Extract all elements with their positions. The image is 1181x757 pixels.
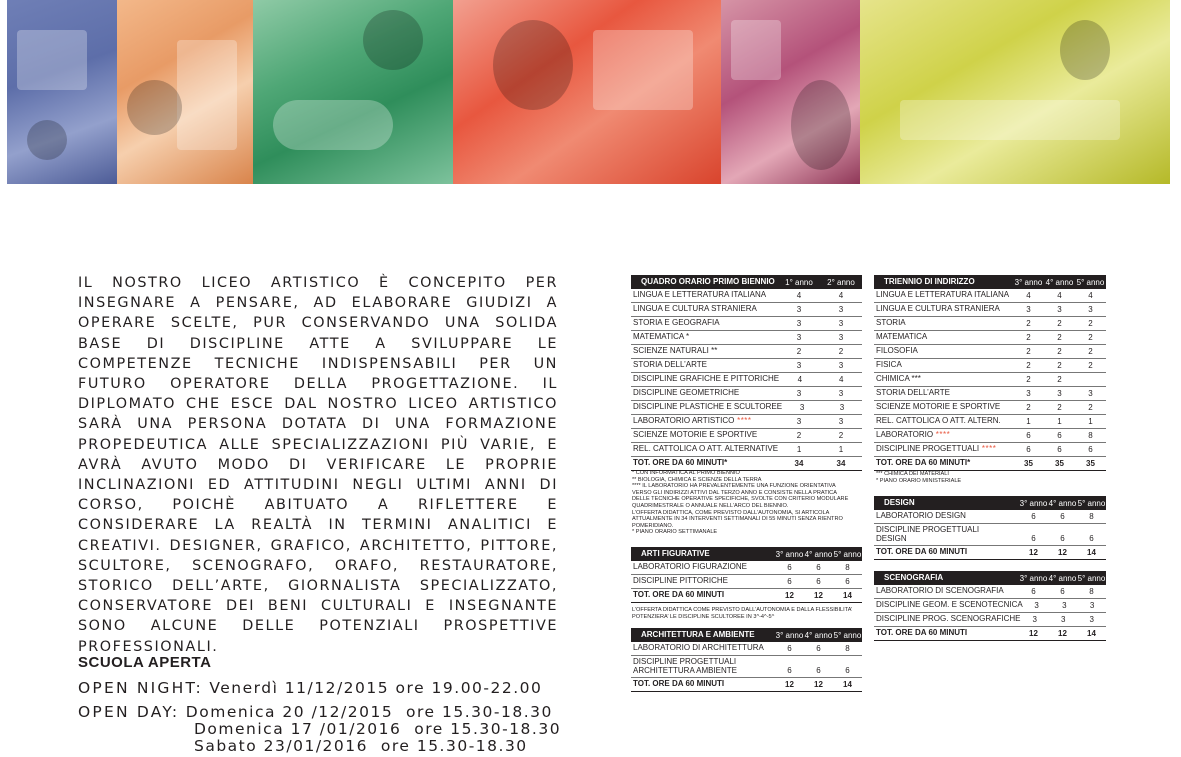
triennio-row-label: LINGUA E CULTURA STRANIERA — [876, 304, 1000, 314]
biennio-row-label: LABORATORIO ARTISTICO **** — [633, 416, 752, 426]
design-cell: 6 — [1031, 512, 1036, 521]
design-total-cell: 14 — [1087, 548, 1096, 557]
scenografia-row — [874, 613, 1106, 627]
triennio-row — [874, 401, 1106, 415]
design-cell: 6 — [1031, 534, 1036, 543]
triennio-cell: 6 — [1026, 431, 1031, 440]
arti_figurative-col-header: 4° anno — [804, 549, 833, 559]
architettura-cell: 6 — [787, 666, 792, 675]
architettura-cell: 6 — [816, 666, 821, 675]
arti_figurative-header — [631, 547, 862, 561]
arti_figurative-total-cell: 14 — [843, 591, 852, 600]
design-total-label: TOT. ORE DA 60 MINUTI — [876, 547, 968, 557]
biennio-cell: 3 — [796, 417, 802, 426]
architettura-cell: 8 — [845, 644, 850, 653]
biennio-row — [631, 443, 862, 457]
architettura-row — [631, 656, 862, 678]
triennio-col-header: 3° anno — [1014, 277, 1043, 287]
triennio-row — [874, 373, 1106, 387]
arti_figurative-col-header: 3° anno — [775, 549, 804, 559]
triennio-total-cell: 35 — [1024, 459, 1033, 468]
arti_figurative-title: ARTI FIGURATIVE — [641, 548, 710, 558]
triennio-col-header: 4° anno — [1045, 277, 1074, 287]
open-day-date-3: Sabato 23/01/2016 ore 15.30-18.30 — [194, 737, 528, 755]
biennio-row-label: SCIENZE NATURALI ** — [633, 346, 718, 356]
triennio-cell: 1 — [1057, 417, 1062, 426]
banner-panel-yellow — [860, 0, 1170, 184]
architettura-col-header: 4° anno — [804, 630, 833, 640]
design-row-label: LABORATORIO DESIGN — [876, 511, 966, 521]
open-day-date-1: Domenica 20 /12/2015 ore 15.30-18.30 — [185, 703, 553, 721]
triennio-cell: 2 — [1026, 333, 1031, 342]
triennio-row-label: DISCIPLINE PROGETTUALI **** — [876, 444, 997, 454]
triennio-cell: 4 — [1057, 291, 1062, 300]
biennio-row — [631, 387, 862, 401]
design-total-cell: 12 — [1058, 548, 1067, 557]
triennio-row — [874, 345, 1106, 359]
architettura-title: ARCHITETTURA E AMBIENTE — [641, 629, 755, 639]
scenografia-cell: 3 — [1061, 615, 1066, 624]
biennio-row-label: REL. CATTOLICA O ATT. ALTERNATIVE — [633, 444, 779, 454]
scenografia-cell: 6 — [1031, 587, 1036, 596]
biennio-row — [631, 331, 862, 345]
scenografia-row-label: DISCIPLINE PROG. SCENOGRAFICHE — [876, 614, 1021, 624]
biennio-row — [631, 429, 862, 443]
biennio-cell: 3 — [796, 305, 802, 314]
intro-paragraph: IL NOSTRO LICEO ARTISTICO È CONCEPITO PER INSEGNARE A PENSARE, AD ELABORARE GIUDIZI A OPERARE SCELTE, PUR CONSERVANDO UNA SOLIDA BASE DI DISCIPLINE ATTE A SVILUPPARE LE COMPETENZE TECNICHE INDISPENSABILI PER UN FUTURO OPERATORE DELLA PROGETTAZIONE. IL DIPLOMATO CHE ESCE DAL NOSTRO LICEO ARTISTICO SARÀ UNA PERSONA DOTATA DI UNA FORMAZIONE PROPEDEUTICA ALLE SPECIALIZZAZIONI PIÙ VARIE, E AVRÀ AVUTO MODO DI VERIFICARE LE PROPRIE INCLINAZIONI ED ATTITUDINI NEGLI ULTIMI ANNI DI CORSO, POICHÈ ABITUATO A RIFLETTERE E CONSIDERARE LA REALTÀ IN TERMINI ANALITICI E CREATIVI. DESIGNER, GRAFICO, ARCHITETTO, PITTORE, SCULTORE, SCENOGRAFO, ORAFO, RESTAURATORE, STORICO DELL’ARTE, GIORNALISTA SPECIALIZZATO, CONSERVATORE DEI BENI CULTURALI E INSEGNANTE SONO ALCUNE DELLE POTENZIALI PROSPETTIVE PROFESSIONALI. — [78, 275, 558, 655]
triennio-row — [874, 359, 1106, 373]
biennio-row — [631, 415, 862, 429]
scenografia-row — [874, 599, 1106, 613]
triennio-cell: 2 — [1088, 361, 1093, 370]
design-col-header: 4° anno — [1048, 498, 1077, 508]
color-dots-icon: **** — [933, 430, 951, 440]
biennio-title: QUADRO ORARIO PRIMO BIENNIO — [641, 276, 775, 286]
scenografia-title: SCENOGRAFIA — [884, 572, 944, 582]
biennio-cell: 3 — [796, 389, 802, 398]
triennio-total-row — [874, 457, 1106, 471]
triennio-cell: 6 — [1057, 445, 1062, 454]
architettura-header — [631, 628, 862, 642]
scenografia-col-header: 5° anno — [1077, 573, 1106, 583]
scenografia-total-cell: 12 — [1029, 629, 1038, 638]
biennio-cell: 4 — [838, 291, 844, 300]
scenografia-col-header: 4° anno — [1048, 573, 1077, 583]
triennio-notes: *** CHIMICA DEI MATERIALI * PIANO ORARIO MINISTERIALE — [876, 471, 962, 484]
biennio-col-header: 1° anno — [785, 277, 813, 287]
architettura-row-label: LABORATORIO DI ARCHITETTURA — [633, 643, 764, 653]
arti_figurative-cell: 8 — [845, 563, 850, 572]
triennio-row — [874, 289, 1106, 303]
design-row-label: DISCIPLINE PROGETTUALI DESIGN — [876, 525, 980, 543]
design-col-header: 5° anno — [1077, 498, 1106, 508]
triennio-cell: 6 — [1088, 445, 1093, 454]
triennio-cell: 3 — [1088, 389, 1093, 398]
arti_figurative-cell: 6 — [845, 577, 850, 586]
biennio-header — [631, 275, 862, 289]
open-day-label: OPEN DAY: — [78, 703, 180, 721]
scenografia-col-header: 3° anno — [1019, 573, 1048, 583]
biennio-row-label: DISCIPLINE GRAFICHE E PITTORICHE — [633, 374, 780, 384]
triennio-cell: 2 — [1057, 333, 1062, 342]
biennio-row — [631, 317, 862, 331]
triennio-cell: 6 — [1057, 431, 1062, 440]
biennio-row-label: DISCIPLINE GEOMETRICHE — [633, 388, 740, 398]
arti_figurative-row — [631, 575, 862, 589]
biennio-cell: 3 — [838, 305, 844, 314]
architettura-cell: 6 — [845, 666, 850, 675]
biennio-row-label: STORIA DELL’ARTE — [633, 360, 707, 370]
biennio-cell: 4 — [797, 375, 803, 384]
triennio-cell: 2 — [1057, 375, 1062, 384]
triennio-row-label: STORIA — [876, 318, 906, 328]
triennio-row-label: REL. CATTOLICA O ATT. ALTERN. — [876, 416, 1001, 426]
triennio-total-cell: 35 — [1086, 459, 1095, 468]
open-night-label: OPEN NIGHT: — [78, 679, 203, 697]
triennio-table — [874, 275, 1106, 471]
biennio-cell: 3 — [838, 319, 844, 328]
design-cell: 6 — [1060, 512, 1065, 521]
arti_figurative-total-cell: 12 — [785, 591, 794, 600]
biennio-cell: 3 — [838, 417, 844, 426]
triennio-cell: 2 — [1057, 347, 1062, 356]
architettura-total-cell: 12 — [785, 680, 794, 689]
arti_figurative-table — [631, 547, 862, 603]
biennio-cell: 3 — [839, 403, 845, 412]
biennio-cell: 4 — [839, 375, 844, 384]
open-day-row — [78, 703, 553, 721]
triennio-cell: 1 — [1026, 417, 1031, 426]
triennio-row — [874, 415, 1106, 429]
biennio-table — [631, 275, 862, 471]
triennio-row — [874, 331, 1106, 345]
biennio-cell: 1 — [838, 445, 844, 454]
triennio-row — [874, 317, 1106, 331]
scenografia-header — [874, 571, 1106, 585]
scenografia-cell: 3 — [1062, 601, 1067, 610]
triennio-row — [874, 303, 1106, 317]
color-dots-icon: **** — [979, 444, 997, 454]
triennio-cell: 2 — [1057, 319, 1062, 328]
biennio-row-label: DISCIPLINE PLASTICHE E SCULTOREE — [633, 402, 783, 412]
biennio-row-label: SCIENZE MOTORIE E SPORTIVE — [633, 430, 758, 440]
arti_figurative-cell: 6 — [816, 563, 821, 572]
open-day-date-2: Domenica 17 /01/2016 ore 15.30-18.30 — [194, 720, 562, 738]
biennio-cell: 3 — [796, 333, 802, 342]
biennio-col-header: 2° anno — [827, 277, 855, 287]
triennio-row-label: STORIA DELL’ARTE — [876, 388, 950, 398]
biennio-cell: 3 — [796, 361, 802, 370]
biennio-row — [631, 359, 862, 373]
open-night-date: Venerdì 11/12/2015 ore 19.00-22.00 — [209, 679, 543, 697]
design-row — [874, 510, 1106, 524]
biennio-total-cell: 34 — [794, 459, 804, 468]
banner-panel-blue — [7, 0, 117, 184]
triennio-title: TRIENNIO DI INDIRIZZO — [884, 276, 975, 286]
triennio-row-label: LINGUA E LETTERATURA ITALIANA — [876, 290, 1010, 300]
scenografia-cell: 3 — [1089, 615, 1094, 624]
scenografia-row-label: DISCIPLINE GEOM. E SCENOTECNICA — [876, 600, 1023, 610]
biennio-row-label: LINGUA E LETTERATURA ITALIANA — [633, 290, 767, 300]
triennio-total-cell: 35 — [1055, 459, 1064, 468]
scenografia-total-cell: 14 — [1087, 629, 1096, 638]
biennio-row — [631, 401, 862, 415]
arti_figurative-row — [631, 561, 862, 575]
triennio-cell: 2 — [1026, 347, 1031, 356]
biennio-row-label: LINGUA E CULTURA STRANIERA — [633, 304, 757, 314]
triennio-cell: 3 — [1057, 389, 1062, 398]
triennio-cell: 2 — [1088, 403, 1093, 412]
design-table — [874, 496, 1106, 560]
scenografia-table — [874, 571, 1106, 641]
arti_figurative-cell: 6 — [787, 563, 792, 572]
triennio-cell: 2 — [1026, 375, 1031, 384]
triennio-row — [874, 387, 1106, 401]
triennio-cell: 2 — [1088, 333, 1093, 342]
triennio-cell: 1 — [1088, 417, 1093, 426]
design-row — [874, 524, 1106, 546]
arti_figurative-notes: L’OFFERTA DIDATTICA COME PREVISTO DALL’AUTONOMIA E DALLA FLESSIBILITA’ POTENZIERA’ LE DISCIPLINE SCULTOREE IN 3^-4^-5^ — [632, 607, 853, 620]
biennio-notes: * CON INFORMATICA AL PRIMO BIENNIO ** BIOLOGIA, CHIMICA E SCIENZE DELLA TERRA **** IL LABORATORIO HA PREVALENTEMENTE UNA FUNZIONE ORIENTATIVA VERSO GLI INDIRIZZI ATTIVI DAL TERZO ANNO E CONSISTE NELLA PRATICA DELLE TECNICHE OPERATIVE SPECIFICHE, SVOLTE CON CRITERIO MODULARE QUADRIMESTRALE O ANNUALE NELL’ARCO DEL BIENNIO. L’OFFERTA DIDATTICA, COME PREVISTO DALL’AUTONOMIA, SI ARTICOLA ATTUALMENTE IN 34 INTERVENTI SETTIMANALI DI 55 MINUTI SENZA RIENTRO POMERIDIANO. * PIANO ORARIO SETTIMANALE — [632, 470, 849, 536]
triennio-cell: 4 — [1026, 291, 1031, 300]
architettura-total-row — [631, 678, 862, 692]
triennio-cell: 4 — [1088, 291, 1093, 300]
architettura-total-cell: 12 — [814, 680, 823, 689]
biennio-cell: 4 — [796, 291, 802, 300]
biennio-row — [631, 303, 862, 317]
scenografia-cell: 6 — [1060, 587, 1065, 596]
biennio-row — [631, 345, 862, 359]
triennio-total-label: TOT. ORE DA 60 MINUTI* — [876, 458, 971, 468]
scenografia-cell: 3 — [1032, 615, 1037, 624]
triennio-cell: 2 — [1026, 403, 1031, 412]
triennio-row-label: SCIENZE MOTORIE E SPORTIVE — [876, 402, 1001, 412]
arti_figurative-cell: 6 — [816, 577, 821, 586]
biennio-cell: 1 — [796, 445, 802, 454]
architettura-col-header: 5° anno — [833, 630, 862, 640]
scenografia-cell: 8 — [1089, 587, 1094, 596]
architettura-cell: 6 — [816, 644, 821, 653]
biennio-cell: 2 — [796, 431, 802, 440]
design-cell: 6 — [1060, 534, 1065, 543]
architettura-row — [631, 642, 862, 656]
design-cell: 6 — [1089, 534, 1094, 543]
triennio-row-label: MATEMATICA — [876, 332, 928, 342]
triennio-cell: 2 — [1026, 361, 1031, 370]
biennio-cell: 2 — [796, 347, 802, 356]
triennio-col-header: 5° anno — [1076, 277, 1105, 287]
banner-photo-strip — [7, 0, 1170, 184]
triennio-cell: 3 — [1026, 389, 1031, 398]
arti_figurative-total-cell: 12 — [814, 591, 823, 600]
architettura-table — [631, 628, 862, 692]
design-cell: 8 — [1089, 512, 1094, 521]
triennio-cell: 2 — [1026, 319, 1031, 328]
scenografia-total-label: TOT. ORE DA 60 MINUTI — [876, 628, 968, 638]
banner-panel-green — [253, 0, 453, 184]
architettura-total-cell: 14 — [843, 680, 852, 689]
scenografia-row — [874, 585, 1106, 599]
triennio-cell: 8 — [1088, 431, 1093, 440]
biennio-cell: 3 — [796, 319, 802, 328]
biennio-cell: 3 — [838, 389, 844, 398]
triennio-cell: 3 — [1026, 305, 1031, 314]
banner-panel-magenta — [721, 0, 860, 184]
design-total-row — [874, 546, 1106, 560]
triennio-row-label: FILOSOFIA — [876, 346, 918, 356]
biennio-cell: 3 — [838, 333, 844, 342]
triennio-header — [874, 275, 1106, 289]
scenografia-total-cell: 12 — [1058, 629, 1067, 638]
scuola-aperta-heading: SCUOLA APERTA — [78, 654, 212, 671]
architettura-row-label: DISCIPLINE PROGETTUALI ARCHITETTURA AMBIENTE — [633, 657, 738, 675]
color-dots-icon: **** — [734, 416, 752, 426]
biennio-total-label: TOT. ORE DA 60 MINUTI* — [633, 458, 728, 468]
banner-panel-red — [453, 0, 721, 184]
triennio-row — [874, 429, 1106, 443]
open-night-row — [78, 679, 542, 697]
arti_figurative-total-row — [631, 589, 862, 603]
biennio-row — [631, 373, 862, 387]
arti_figurative-row-label: LABORATORIO FIGURAZIONE — [633, 562, 747, 572]
triennio-row-label: CHIMICA *** — [876, 374, 921, 384]
biennio-cell: 3 — [838, 361, 844, 370]
architettura-cell: 6 — [787, 644, 792, 653]
banner-panel-orange — [117, 0, 253, 184]
triennio-cell: 2 — [1057, 403, 1062, 412]
biennio-row — [631, 289, 862, 303]
biennio-cell: 2 — [838, 431, 844, 440]
triennio-cell: 3 — [1088, 305, 1093, 314]
biennio-cell: 3 — [799, 403, 805, 412]
biennio-row-label: STORIA E GEOGRAFIA — [633, 318, 720, 328]
scenografia-total-row — [874, 627, 1106, 641]
biennio-total-row — [631, 457, 862, 471]
architettura-total-label: TOT. ORE DA 60 MINUTI — [633, 679, 725, 689]
triennio-row — [874, 443, 1106, 457]
design-col-header: 3° anno — [1019, 498, 1048, 508]
arti_figurative-col-header: 5° anno — [833, 549, 862, 559]
scenografia-cell: 3 — [1034, 601, 1039, 610]
biennio-row-label: MATEMATICA * — [633, 332, 690, 342]
triennio-cell: 3 — [1057, 305, 1062, 314]
triennio-cell: 2 — [1057, 361, 1062, 370]
architettura-col-header: 3° anno — [775, 630, 804, 640]
triennio-cell: 2 — [1088, 347, 1093, 356]
design-total-cell: 12 — [1029, 548, 1038, 557]
triennio-cell: 2 — [1088, 319, 1093, 328]
design-title: DESIGN — [884, 497, 915, 507]
biennio-total-cell: 34 — [836, 459, 846, 468]
triennio-cell: 6 — [1026, 445, 1031, 454]
scenografia-row-label: LABORATORIO DI SCENOGRAFIA — [876, 586, 1004, 596]
arti_figurative-cell: 6 — [787, 577, 792, 586]
scenografia-cell: 3 — [1089, 601, 1095, 610]
triennio-row-label: LABORATORIO **** — [876, 430, 951, 440]
biennio-cell: 2 — [838, 347, 844, 356]
arti_figurative-total-label: TOT. ORE DA 60 MINUTI — [633, 590, 725, 600]
triennio-row-label: FISICA — [876, 360, 902, 370]
design-header — [874, 496, 1106, 510]
arti_figurative-row-label: DISCIPLINE PITTORICHE — [633, 576, 728, 586]
